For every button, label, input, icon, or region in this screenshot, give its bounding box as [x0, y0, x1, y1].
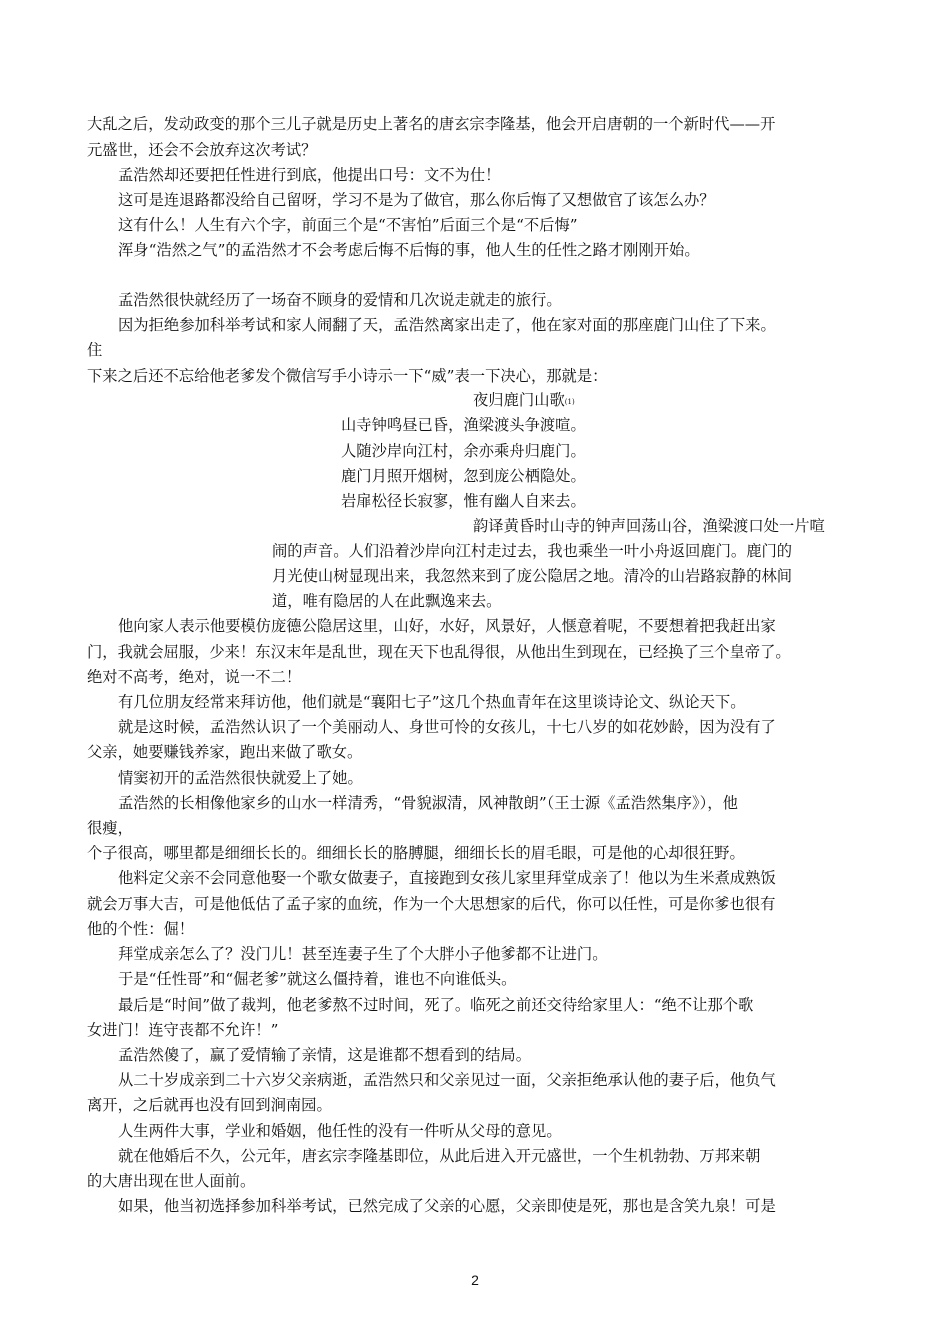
text-line: [87, 140, 316, 160]
line-text: 就会万事大吉，可是他低估了孟子家的血统，作为一个大思想家的后代，你可以任性，可是你爹也很有: [87, 895, 776, 913]
line-text: 就在他婚后不久，公元年，唐玄宗李隆基即位，从此后进入开元盛世，一个生机勃勃、万邦来朝: [118, 1147, 761, 1165]
line-text: 道，唯有隐居的人在此飘逸来去。: [272, 592, 502, 610]
text-line: [118, 190, 715, 210]
line-text: 人随沙岸向江村，余亦乘舟归鹿门。: [341, 442, 586, 460]
text-line: [118, 1146, 760, 1166]
text-line: [118, 315, 776, 335]
text-line: [118, 290, 562, 310]
line-text: 这可是连退路都没给自己留呀，学习不是为了做官，那么你后悔了又想做官了该怎么办？: [118, 191, 715, 209]
text-line: [118, 717, 776, 737]
line-text: 元盛世，还会不会放弃这次考试？: [87, 141, 317, 159]
text-line: [87, 366, 607, 386]
text-line: [87, 667, 301, 687]
line-text: 鹿门月照开烟树，忽到庞公栖隐处。: [341, 467, 586, 485]
text-line: [87, 1171, 255, 1191]
text-line: [87, 642, 791, 662]
line-text: 人生两件大事，学业和婚姻，他任性的没有一件听从父母的意见。: [118, 1122, 562, 1140]
text-line: [118, 868, 776, 888]
text-line: [473, 516, 825, 536]
line-text: 如果，他当初选择参加科举考试，已然完成了父亲的心愿，父亲即使是死，那也是含笑九泉！可是: [118, 1197, 776, 1215]
page-number: 2: [471, 1272, 479, 1288]
line-text: 夜归鹿门山歌: [473, 391, 565, 409]
text-line: [118, 1196, 776, 1216]
line-text: 下来之后还不忘给他老爹发个微信写手小诗示一下“威”表一下决心，那就是：: [87, 367, 608, 385]
line-text: 他的个性：倔！: [87, 920, 195, 938]
text-line: [118, 240, 700, 260]
text-line: [272, 541, 792, 561]
text-line: [118, 944, 608, 964]
line-text: 韵译黄昏时山寺的钟声回荡山谷，渔梁渡口处一片喧: [473, 517, 825, 535]
text-line: [118, 1045, 531, 1065]
line-text: 大乱之后，发动政变的那个三儿子就是历史上著名的唐玄宗李隆基，他会开启唐朝的一个新时代——开: [87, 115, 776, 133]
text-line: [118, 995, 753, 1015]
text-line: [118, 616, 776, 636]
line-text: 就是这时候，孟浩然认识了一个美丽动人、身世可怜的女孩儿，十七八岁的如花妙龄，因为没有了: [118, 718, 776, 736]
line-text: 有几位朋友经常来拜访他，他们就是“襄阳七子”这几个热血青年在这里谈诗论文、纵论天下。: [118, 693, 746, 711]
line-text: 离开，之后就再也没有回到涧南园。: [87, 1096, 332, 1114]
text-line: [87, 818, 133, 838]
line-text: 情窦初开的孟浩然很快就爱上了她。: [118, 769, 363, 787]
text-line: [341, 491, 586, 511]
text-line: [341, 415, 586, 435]
text-line: [272, 591, 501, 611]
line-text: 月光使山树显现出来，我忽然来到了庞公隐居之地。清冷的山岩路寂静的林间: [272, 567, 793, 585]
text-line: [118, 1121, 562, 1141]
text-line: [87, 1095, 332, 1115]
line-text: 于是“任性哥”和“倔老爹”就这么僵持着，谁也不向谁低头。: [118, 970, 517, 988]
line-text: 很瘦，: [87, 819, 133, 837]
text-line: [473, 390, 575, 412]
line-text: 最后是“时间”做了裁判，他老爹熬不过时间，死了。临死之前还交待给家里人：“绝不让那个歌: [118, 996, 754, 1014]
footnote-marker: (1): [564, 398, 575, 406]
line-text: 孟浩然傻了，赢了爱情输了亲情，这是谁都不想看到的结局。: [118, 1046, 532, 1064]
text-line: [87, 1020, 278, 1040]
line-text: 住: [87, 341, 103, 359]
text-line: [118, 1070, 776, 1090]
text-line: [87, 340, 102, 360]
line-text: 孟浩然的长相像他家乡的山水一样清秀，“骨貌淑清，风神散朗”（王士源《孟浩然集序》），他: [118, 794, 738, 812]
line-text: 因为拒绝参加科举考试和家人闹翻了天，孟浩然离家出走了，他在家对面的那座鹿门山住了下来。: [118, 316, 776, 334]
text-line: [118, 969, 516, 989]
text-line: [87, 114, 775, 134]
text-line: [87, 843, 745, 863]
text-line: [118, 215, 578, 235]
line-text: 孟浩然却还要把任性进行到底，他提出口号：文不为仕！: [118, 166, 501, 184]
line-text: 父亲，她要赚钱养家，跑出来做了歌女。: [87, 743, 363, 761]
line-text: 绝对不高考，绝对，说一不二！: [87, 668, 302, 686]
text-line: [118, 692, 746, 712]
text-line: [118, 165, 500, 185]
line-text: 他向家人表示他要模仿庞德公隐居这里，山好，水好，风景好，人惬意着呢，不要想着把我赶出家: [118, 617, 776, 635]
line-text: 他料定父亲不会同意他娶一个歌女做妻子，直接跑到女孩儿家里拜堂成亲了！他以为生米煮成熟饭: [118, 869, 776, 887]
text-line: [118, 793, 738, 813]
line-text: 岩扉松径长寂寥，惟有幽人自来去。: [341, 492, 586, 510]
line-text: 浑身“浩然之气”的孟浩然才不会考虑后悔不后悔的事，他人生的任性之路才刚刚开始。: [118, 241, 700, 259]
line-text: 这有什么！人生有六个字，前面三个是“不害怕”后面三个是“不后悔”: [118, 216, 578, 234]
text-line: [118, 768, 363, 788]
text-line: [87, 742, 362, 762]
text-line: [87, 894, 775, 914]
line-text: 孟浩然很快就经历了一场奋不顾身的爱情和几次说走就走的旅行。: [118, 291, 562, 309]
line-text: 山寺钟鸣昼已昏，渔梁渡头争渡喧。: [341, 416, 586, 434]
line-text: 个子很高，哪里都是细细长长的。细细长长的胳膊腿，细细长长的眉毛眼，可是他的心却很狂野。: [87, 844, 745, 862]
line-text: 拜堂成亲怎么了？没门儿！甚至连妻子生了个大胖小子他爹都不让进门。: [118, 945, 608, 963]
text-line: [341, 441, 586, 461]
line-text: 闹的声音。人们沿着沙岸向江村走过去，我也乘坐一叶小舟返回鹿门。鹿门的: [272, 542, 793, 560]
text-line: [87, 919, 194, 939]
text-line: [341, 466, 586, 486]
line-text: 女进门！连守丧都不允许！”: [87, 1021, 279, 1039]
text-line: [272, 566, 792, 586]
line-text: 的大唐出现在世人面前。: [87, 1172, 256, 1190]
line-text: 门，我就会屈服，少来！东汉末年是乱世，现在天下也乱得很，从他出生到现在，已经换了三个皇帝了。: [87, 643, 791, 661]
line-text: 从二十岁成亲到二十六岁父亲病逝，孟浩然只和父亲见过一面，父亲拒绝承认他的妻子后，他负气: [118, 1071, 776, 1089]
